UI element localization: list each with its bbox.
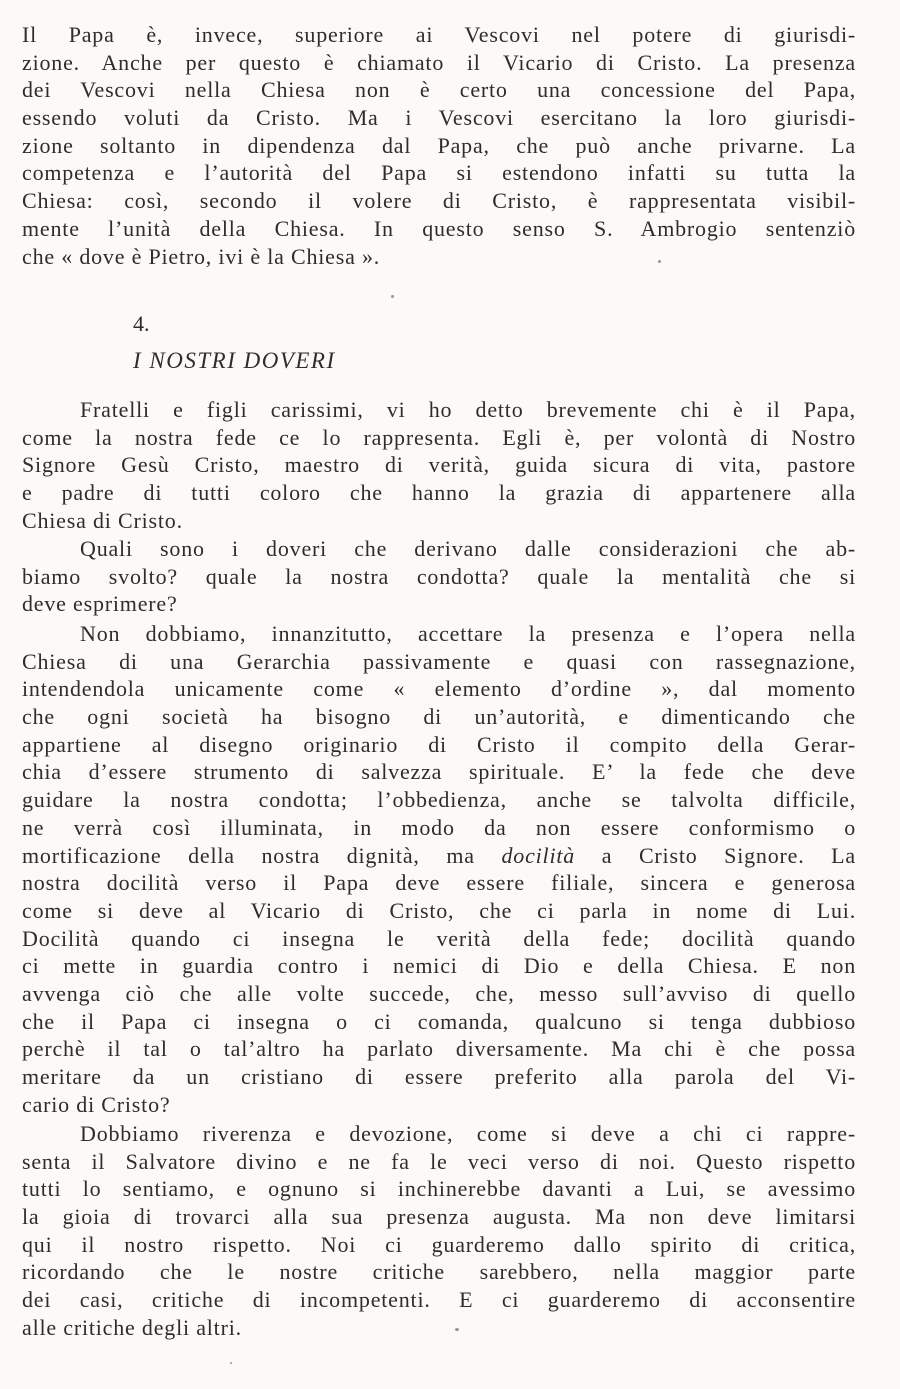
text-line: Chiesa di una Gerarchia passivamente e quasi con rassegnazione, (22, 648, 856, 674)
text-line: ci mette in guardia contro i nemici di Dio e della Chiesa. E non (22, 953, 856, 979)
scan-speck (455, 1328, 459, 1331)
paragraph-reverence (22, 1120, 856, 1342)
text-line-with-emphasis (22, 842, 856, 870)
scan-speck (391, 295, 394, 298)
text-line: nostra docilità verso il Papa deve essere filiale, sincera e generosa (22, 870, 856, 896)
text-line: che « dove è Pietro, ivi è la Chiesa ». (22, 243, 381, 269)
section-number: 4. (133, 311, 150, 336)
text-line: perchè il tal o tal’altro ha parlato diversamente. Ma chi è che possa (22, 1036, 856, 1062)
text-line: competenza e l’autorità del Papa si estendono infatti su tutta la (22, 160, 856, 186)
text-line: deve esprimere? (22, 591, 178, 617)
text-line: meritare da un cristiano di essere preferito alla parola del Vi- (22, 1064, 856, 1089)
text-line: mente l’unità della Chiesa. In questo senso S. Ambrogio sentenziò (22, 215, 856, 241)
text-line: Docilità quando ci insegna le verità della fede; docilità quando (22, 925, 856, 951)
text-line: biamo svolto? quale la nostra condotta? quale la mentalità che si (22, 563, 856, 589)
scan-speck (658, 260, 661, 263)
text-line: Il Papa è, invece, superiore ai Vescovi nel potere di giurisdi- (22, 22, 856, 47)
text-line: Chiesa di Cristo. (22, 507, 183, 533)
text-line: zione. Anche per questo è chiamato il Vicario di Cristo. La presenza (22, 49, 856, 75)
text-line: ne verrà così illuminata, in modo da non essere conformismo o (22, 814, 856, 840)
text-line: intendendola unicamente come « elemento d’ordine », dal momento (22, 676, 856, 702)
text-line: Non dobbiamo, innanzitutto, accettare la presenza e l’opera nella (80, 621, 856, 646)
text-line: cario di Cristo? (22, 1091, 171, 1117)
text-line: alle critiche degli altri. (22, 1314, 242, 1340)
text-line: come la nostra fede ce lo rappresenta. Egli è, per volontà di Nostro (22, 424, 856, 450)
text-line: la gioia di trovarci alla sua presenza augusta. Ma non deve limitarsi (22, 1204, 856, 1230)
text-line: Chiesa: così, secondo il volere di Cristo, è rappresentata visibil- (22, 188, 856, 214)
text-line: senta il Salvatore divino e ne fa le veci verso di noi. Questo rispetto (22, 1148, 856, 1174)
text-line: ricordando che le nostre critiche sarebbero, nella maggior parte (22, 1259, 856, 1285)
text-line: dei Vescovi nella Chiesa non è certo una concessione del Papa, (22, 77, 856, 103)
scan-speck (230, 1362, 232, 1364)
text-line: che ogni società ha bisogno di un’autorità, e dimenticando che (22, 704, 856, 730)
text-segment: mortificazione della nostra dignità, ma (22, 842, 475, 868)
paragraph-who-is-pope (22, 396, 856, 534)
emphasized-word: docilità (501, 842, 576, 868)
text-line: guidare la nostra condotta; l’obbedienza, anche se talvolta difficile, (22, 787, 856, 813)
text-line: zione soltanto in dipendenza dal Papa, che può anche privarne. La (22, 132, 856, 158)
paragraph-docility (22, 620, 856, 1118)
text-line: Fratelli e figli carissimi, vi ho detto brevemente chi è il Papa, (80, 397, 856, 422)
text-line: appartiene al disegno originario di Cristo il compito della Gerar- (22, 731, 856, 757)
text-segment: a Cristo Signore. La (601, 842, 856, 868)
text-line: come si deve al Vicario di Cristo, che ci parla in nome di Lui. (22, 897, 856, 923)
text-line: Dobbiamo riverenza e devozione, come si deve a chi ci rappre- (80, 1121, 856, 1146)
text-line: avvenga ciò che alle volte succede, che, messo sull’avviso di quello (22, 980, 856, 1006)
text-line: Quali sono i doveri che derivano dalle considerazioni che ab- (80, 536, 856, 561)
paragraph-duties-question (22, 535, 856, 618)
text-line: Signore Gesù Cristo, maestro di verità, guida sicura di vita, pastore (22, 452, 856, 478)
text-line: chia d’essere strumento di salvezza spirituale. E’ la fede che deve (22, 759, 856, 785)
text-line: essendo voluti da Cristo. Ma i Vescovi esercitano la loro giurisdi- (22, 105, 856, 131)
text-line: e padre di tutti coloro che hanno la grazia di appartenere alla (22, 480, 856, 506)
text-line: che il Papa ci insegna o ci comanda, qualcuno si tenga dubbioso (22, 1008, 856, 1034)
text-line: qui il nostro rispetto. Noi ci guarderemo dallo spirito di critica, (22, 1231, 856, 1257)
text-line: tutti lo sentiamo, e ognuno si inchinerebbe davanti a Lui, se avessimo (22, 1176, 856, 1202)
paragraph-papal-jurisdiction (22, 21, 856, 270)
section-title: I NOSTRI DOVERI (133, 348, 336, 373)
text-line: dei casi, critiche di incompetenti. E ci guarderemo di acconsentire (22, 1287, 856, 1313)
